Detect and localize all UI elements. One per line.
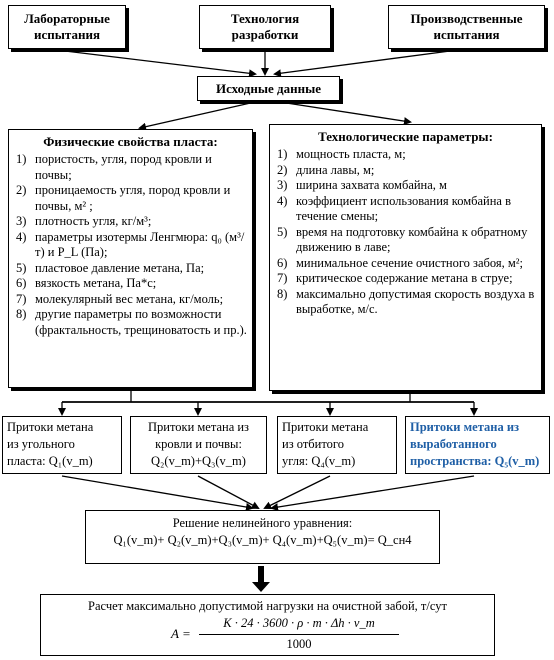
source-data-label: Исходные данные [215,80,322,96]
result-denominator: 1000 [286,637,312,651]
arrow-source-to-tech [280,102,410,122]
arrow-source-to-physical [140,102,255,128]
inflow-line: Притоки метана [282,420,369,434]
list-item [13,307,248,338]
dev-technology-line2: разработки [231,27,299,42]
physical-properties-box [8,129,253,388]
item-text: молекулярный вес метана, кг/моль; [35,291,224,306]
list-item [13,261,248,277]
list-item [274,194,537,225]
arrow-inflow2-to-eq [198,476,258,508]
production-tests-line1: Производственные [410,11,523,26]
inflow-line: пласта: Q₁(v_m) [7,454,93,468]
inflow-goaf-box [405,416,550,474]
dev-technology-box [199,5,331,49]
item-text: длина лавы, м; [296,162,375,177]
list-item [13,152,248,183]
production-tests-box [388,5,545,49]
arrow-inflow1-to-eq [62,476,252,508]
list-item [274,147,537,163]
item-number: 3) [16,214,27,228]
list-item [274,178,537,194]
inflow-line: Притоки метана из [410,420,520,434]
source-data-box [197,76,340,101]
inflow-line: пространства: Q₅(v_m) [410,454,540,468]
production-tests-line2: испытания [433,27,500,42]
inflow-line: Притоки метана из [147,420,249,434]
item-number: 5) [277,224,288,239]
equation-box [85,510,440,564]
arrow-inflow4-to-eq [272,476,474,508]
item-text: максимально допустимая скорость воздуха в выработке, м/с. [296,286,535,316]
inflow-roof-floor-box [130,416,267,474]
list-item [274,256,537,272]
item-number: 7) [277,271,288,285]
item-number: 4) [16,229,27,244]
item-text: мощность пласта, м; [296,147,406,161]
list-item [274,225,537,256]
item-number: 1) [277,147,288,161]
item-text: плотность угля, кг/м³; [35,214,152,228]
lab-tests-box [8,5,126,49]
list-item [13,276,248,292]
physical-properties-title: Физические свойства пласта: [43,134,218,149]
result-lhs: A = [171,626,191,641]
item-text: проницаемость угля, пород кровли и почвы, м² ; [35,183,231,213]
item-number: 6) [277,255,288,270]
list-item [274,287,537,318]
item-text: время на подготовку комбайна к обратному движению в лаве; [296,224,528,254]
arrow-prod-to-source [275,51,450,74]
item-text: пластовое давление метана, Па; [35,260,205,275]
inflow-broken-coal-box [277,416,397,474]
item-text: другие параметры по возможности (фрактальность, трещиноватость и пр.). [35,307,247,337]
item-number: 8) [277,286,288,301]
item-text: ширина захвата комбайна, м [296,178,447,192]
item-text: коэффициент использования комбайна в течение смены; [296,193,511,223]
inflow-line: из отбитого [282,437,344,451]
list-item [13,292,248,308]
thick-arrow-head [252,582,270,592]
item-number: 6) [16,276,27,290]
list-item [274,163,537,179]
inflow-coal-seam-box [2,416,122,474]
inflow-line: из угольного [7,437,75,451]
item-number: 4) [277,193,288,208]
dev-technology-line1: Технология [230,11,300,26]
result-box [40,594,495,656]
list-item [13,214,248,230]
result-title: Расчет максимально допустимой нагрузки на очистной забой, т/сут [88,599,447,613]
list-item [13,230,248,261]
technological-params-title: Технологические параметры: [318,129,493,144]
lab-tests-line1: Лабораторные [24,11,110,26]
item-number: 2) [277,162,288,177]
equation-title: Решение нелинейного уравнения: [172,516,353,530]
item-number: 7) [16,291,27,306]
arrow-inflow3-to-eq [265,476,330,508]
item-number: 1) [16,152,27,166]
physical-properties-list [13,152,248,338]
inflow-line: угля: Q₄(v_m) [282,454,356,468]
item-text: минимальное сечение очистного забоя, м²; [296,255,524,270]
list-item [13,183,248,214]
technological-params-list [274,147,537,318]
technological-params-box [269,124,542,391]
item-number: 3) [277,178,288,192]
list-item [274,271,537,287]
inflow-line: Q₂(v_m)+Q₃(v_m) [151,454,246,468]
equation-formula: Q₁(v_m)+ Q₂(v_m)+Q₃(v_m)+ Q₄(v_m)+Q₅(v_m)= Q_сн4 [113,533,412,547]
item-text: вязкость метана, Па*с; [35,276,157,290]
item-number: 2) [16,183,27,197]
item-text: критическое содержание метана в струе; [296,271,513,285]
item-text: пористость, угля, пород кровли и почвы; [35,152,212,182]
inflow-line: выработанного [410,437,497,451]
item-text: параметры изотермы Ленгмюра: q₀ (м³/т) и P_L (Па); [35,229,245,259]
lab-tests-line2: испытания [34,27,100,42]
inflow-line: Притоки метана [7,420,94,434]
inflow-line: кровли и почвы: [155,437,242,451]
item-number: 8) [16,307,27,321]
fraction-bar [199,634,399,635]
result-numerator: K · 24 · 3600 · ρ · m · Δh · v_m [223,616,375,630]
thick-arrow-shaft [258,566,264,584]
item-number: 5) [16,260,27,275]
arrow-lab-to-source [65,51,255,74]
result-formula [41,615,494,655]
